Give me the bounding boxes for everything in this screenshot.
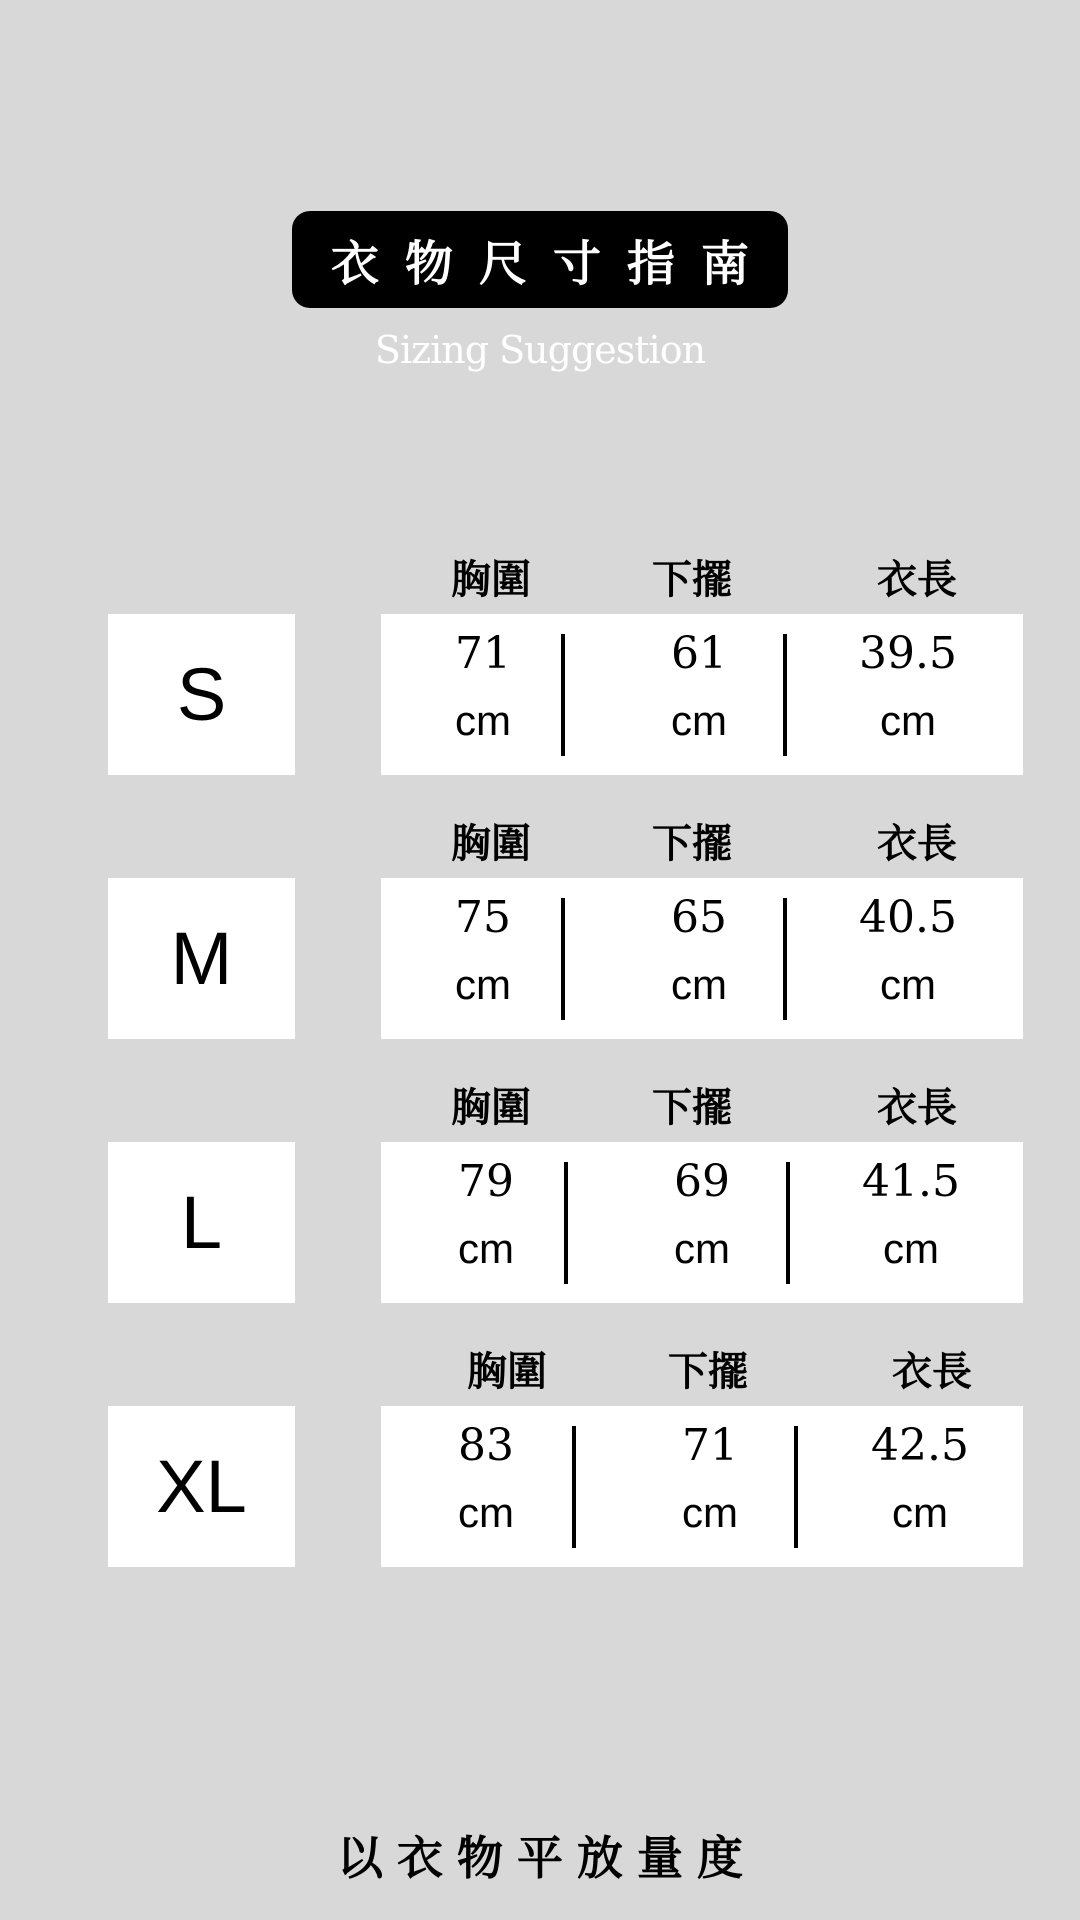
hem-cell — [609, 614, 789, 775]
column-divider — [786, 1162, 790, 1284]
chest-value: 83 — [458, 1420, 514, 1471]
size-label: M — [170, 916, 233, 1000]
header-hem: 下擺 — [652, 556, 732, 603]
header-length: 衣長 — [877, 556, 957, 603]
length-value: 42.5 — [871, 1420, 969, 1471]
measurements-box — [381, 1406, 1023, 1567]
measurements-box — [381, 1142, 1023, 1303]
column-divider — [794, 1426, 798, 1548]
column-headers — [382, 812, 1022, 872]
footer-note: 以衣物平放量度 — [337, 1831, 757, 1885]
chest-value: 79 — [458, 1156, 514, 1207]
title-badge — [292, 211, 788, 308]
chest-unit: cm — [458, 1489, 514, 1536]
length-unit: cm — [883, 1225, 939, 1272]
page-subtitle: Sizing Suggestion — [374, 328, 706, 372]
column-divider — [564, 1162, 568, 1284]
hem-value: 69 — [674, 1156, 730, 1207]
measurements-box — [381, 878, 1023, 1039]
chest-cell — [393, 878, 573, 1039]
length-value: 40.5 — [859, 892, 957, 943]
hem-unit: cm — [674, 1225, 730, 1272]
length-value: 39.5 — [859, 628, 957, 679]
hem-unit: cm — [671, 697, 727, 744]
size-label: S — [176, 652, 227, 736]
chest-unit: cm — [455, 961, 511, 1008]
length-cell — [821, 1142, 1001, 1303]
length-cell — [830, 1406, 1010, 1567]
header-length: 衣長 — [877, 820, 957, 867]
length-value: 41.5 — [862, 1156, 960, 1207]
chest-cell — [396, 1142, 576, 1303]
length-cell — [818, 878, 998, 1039]
chest-value: 75 — [455, 892, 511, 943]
header-chest: 胸圍 — [467, 1348, 547, 1395]
header-chest: 胸圍 — [451, 556, 531, 603]
column-headers — [382, 548, 1022, 608]
measurements-box — [381, 614, 1023, 775]
length-cell — [818, 614, 998, 775]
header-length: 衣長 — [877, 1084, 957, 1131]
chest-unit: cm — [458, 1225, 514, 1272]
header-chest: 胸圍 — [451, 1084, 531, 1131]
hem-value: 61 — [671, 628, 727, 679]
hem-unit: cm — [671, 961, 727, 1008]
hem-cell — [609, 878, 789, 1039]
size-label-box — [108, 614, 295, 775]
hem-cell — [612, 1142, 792, 1303]
length-unit: cm — [880, 961, 936, 1008]
column-headers — [382, 1076, 1022, 1136]
header-hem: 下擺 — [652, 1084, 732, 1131]
header-hem: 下擺 — [668, 1348, 748, 1395]
chest-value: 71 — [455, 628, 511, 679]
header-hem: 下擺 — [652, 820, 732, 867]
size-row-xl — [0, 1340, 1080, 1670]
column-divider — [561, 634, 565, 756]
column-divider — [783, 634, 787, 756]
column-divider — [561, 898, 565, 1020]
hem-cell — [620, 1406, 800, 1567]
header-length: 衣長 — [892, 1348, 972, 1395]
chest-cell — [396, 1406, 576, 1567]
column-divider — [783, 898, 787, 1020]
hem-unit: cm — [682, 1489, 738, 1536]
chest-cell — [393, 614, 573, 775]
hem-value: 71 — [682, 1420, 738, 1471]
length-unit: cm — [880, 697, 936, 744]
header-chest: 胸圍 — [451, 820, 531, 867]
size-label-box — [108, 1142, 295, 1303]
size-label-box — [108, 878, 295, 1039]
column-headers — [382, 1340, 1022, 1400]
size-label: XL — [156, 1444, 247, 1528]
column-divider — [572, 1426, 576, 1548]
length-unit: cm — [892, 1489, 948, 1536]
size-label: L — [180, 1180, 223, 1264]
size-label-box — [108, 1406, 295, 1567]
chest-unit: cm — [455, 697, 511, 744]
page-title: 衣物尺寸指南 — [330, 236, 775, 292]
hem-value: 65 — [671, 892, 727, 943]
